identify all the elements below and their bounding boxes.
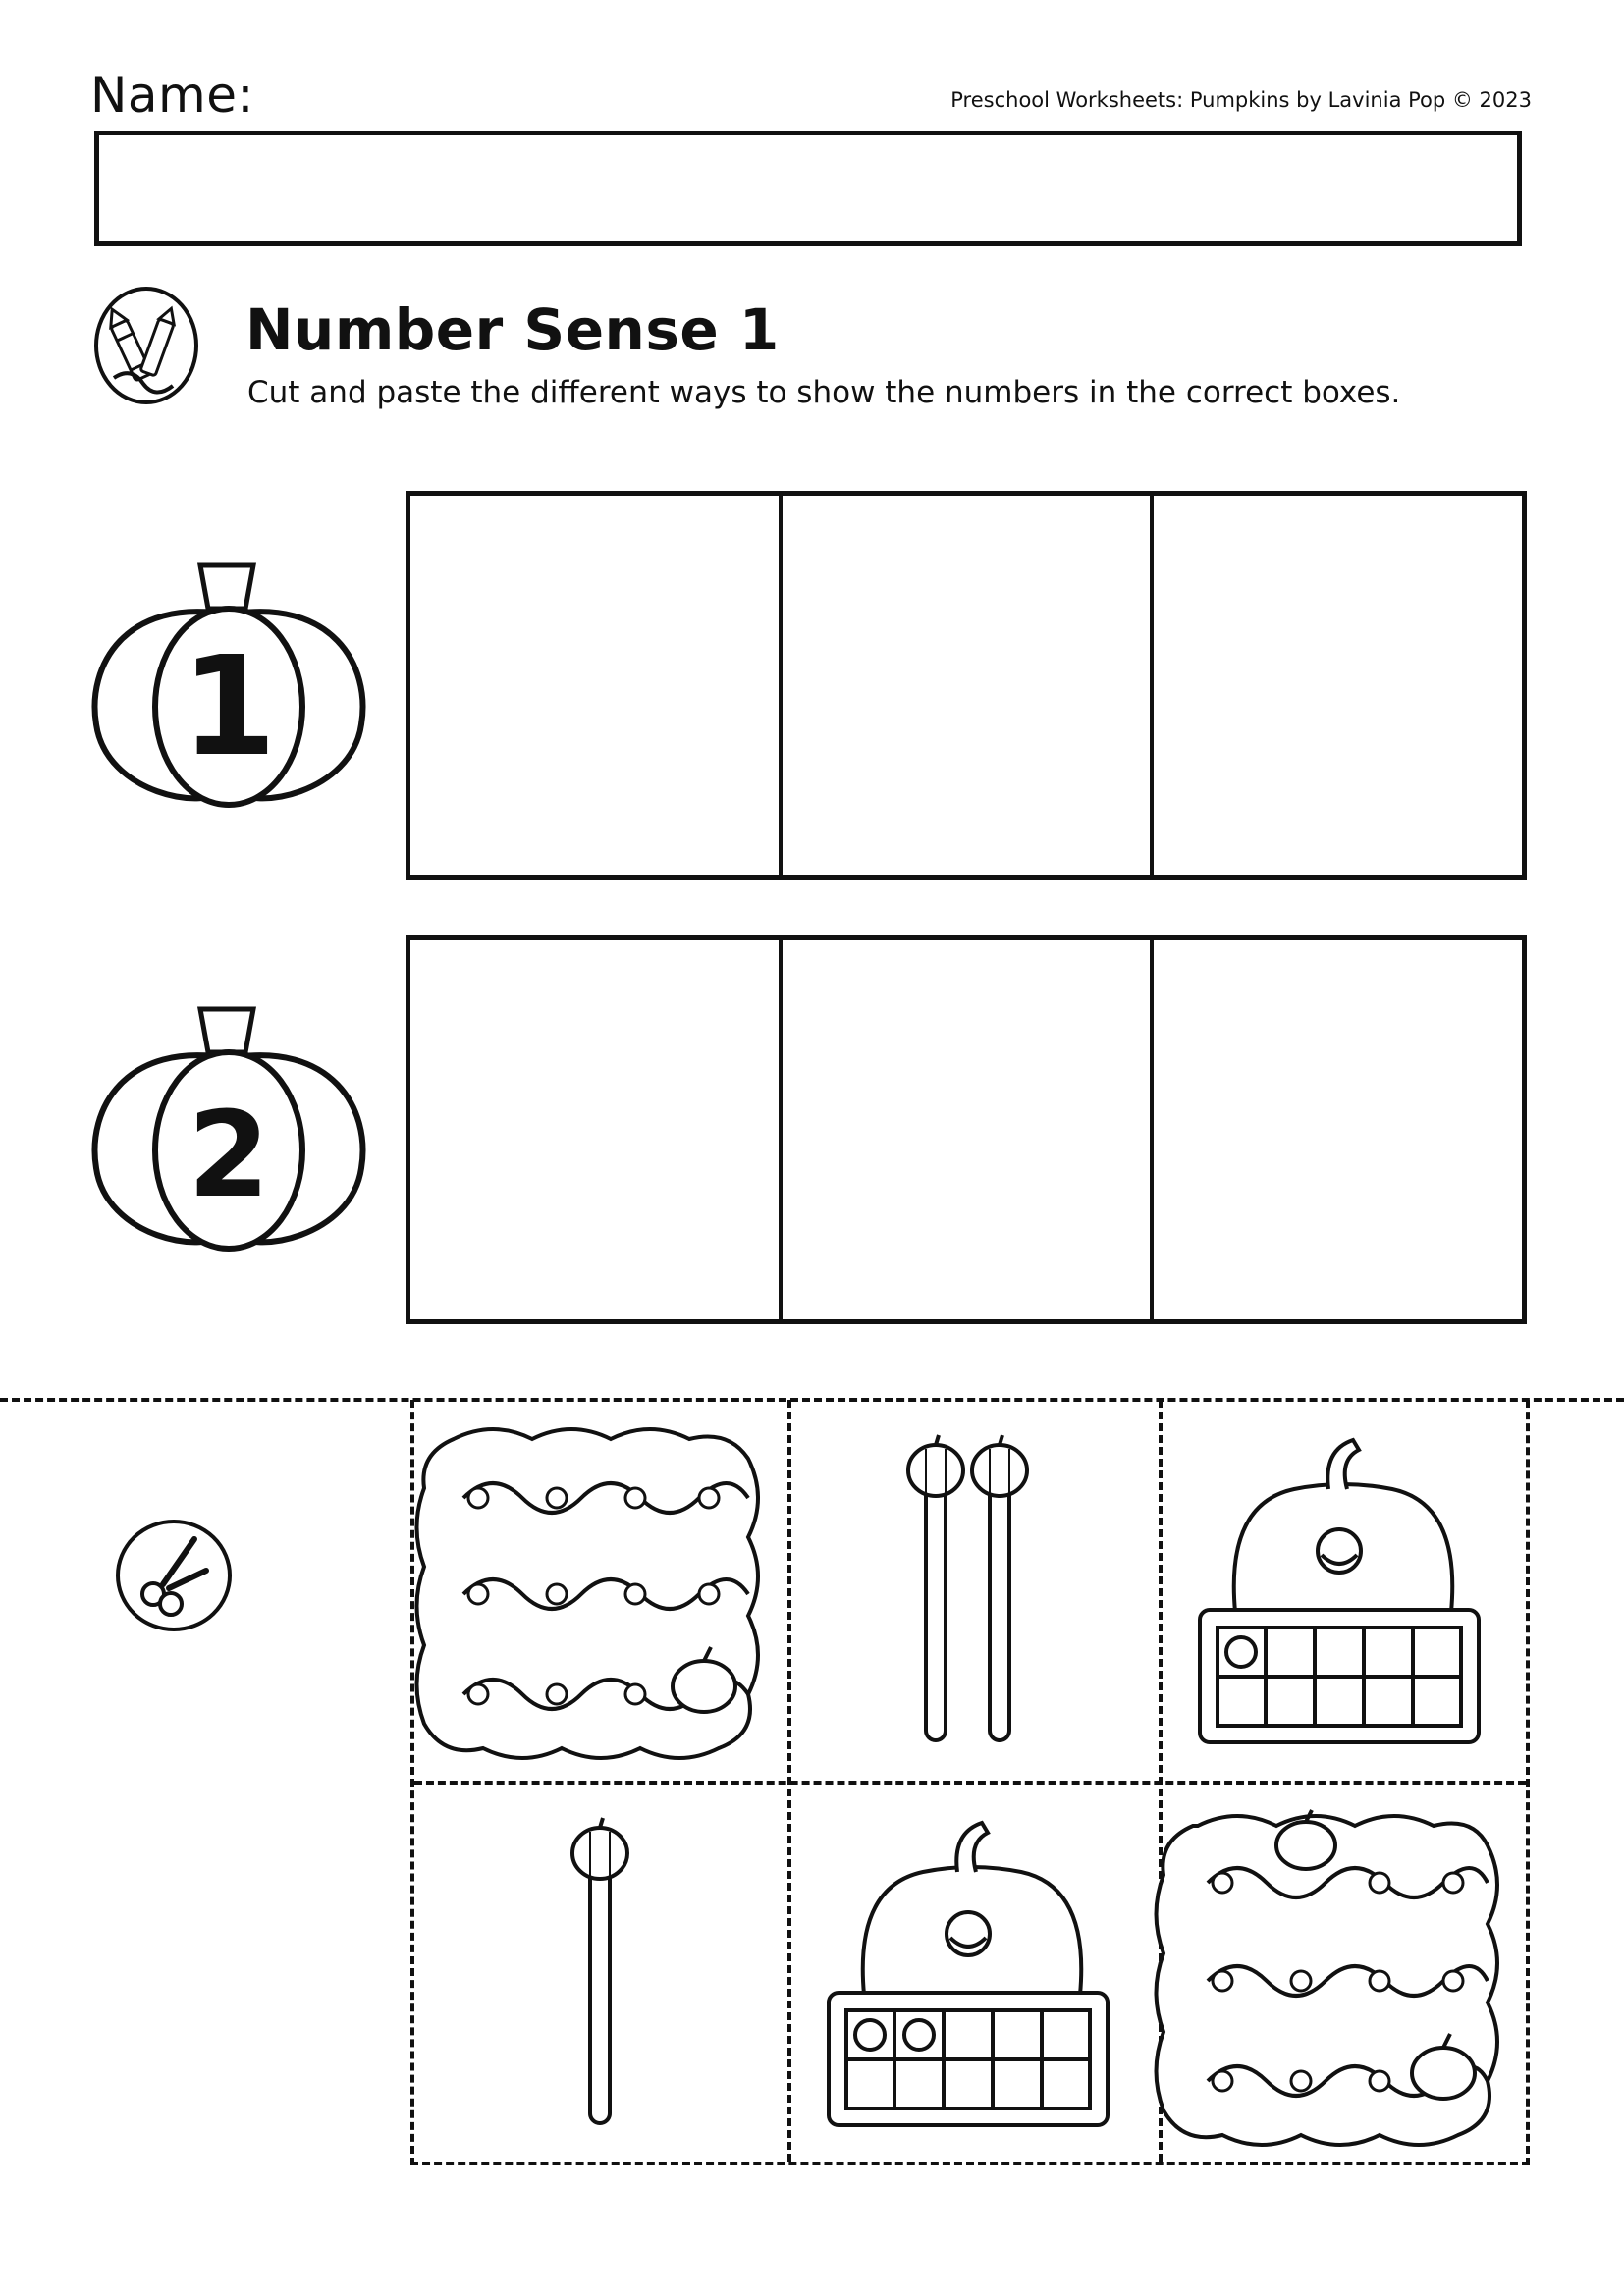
answer-box[interactable] — [783, 496, 1155, 875]
answer-box[interactable] — [1154, 496, 1522, 875]
crayon-glue-icon — [92, 285, 200, 407]
scissors-icon — [114, 1518, 234, 1633]
pumpkin-number-label: 2 — [188, 1088, 270, 1224]
cutout-vine-patch-3-b[interactable] — [1168, 1806, 1512, 2145]
activity-title: Number Sense 1 — [245, 296, 780, 363]
pumpkin-number-2 — [86, 1001, 371, 1258]
cutout-pumpkin-stick-1[interactable] — [566, 1814, 634, 2128]
pumpkin-number-label: 1 — [181, 627, 277, 787]
answer-box[interactable] — [1154, 940, 1522, 1319]
answer-row-1 — [406, 491, 1527, 880]
answer-row-2 — [406, 935, 1527, 1324]
pumpkin-number-1 — [86, 558, 371, 815]
cutout-vine-patch-3[interactable] — [424, 1419, 776, 1758]
activity-instructions: Cut and paste the different ways to show the numbers in the correct boxes. — [247, 375, 1401, 410]
answer-box[interactable] — [410, 940, 783, 1319]
cutout-ten-frame-1[interactable] — [1196, 1435, 1483, 1747]
cutout-ten-frame-2[interactable] — [825, 1818, 1111, 2130]
answer-box[interactable] — [410, 496, 783, 875]
answer-box[interactable] — [783, 940, 1155, 1319]
credit-text: Preschool Worksheets: Pumpkins by Lavinia Pop © 2023 — [950, 88, 1532, 112]
name-input-box[interactable] — [94, 131, 1522, 246]
cutout-pumpkin-sticks-2[interactable] — [903, 1431, 1031, 1745]
name-label: Name: — [90, 67, 254, 124]
